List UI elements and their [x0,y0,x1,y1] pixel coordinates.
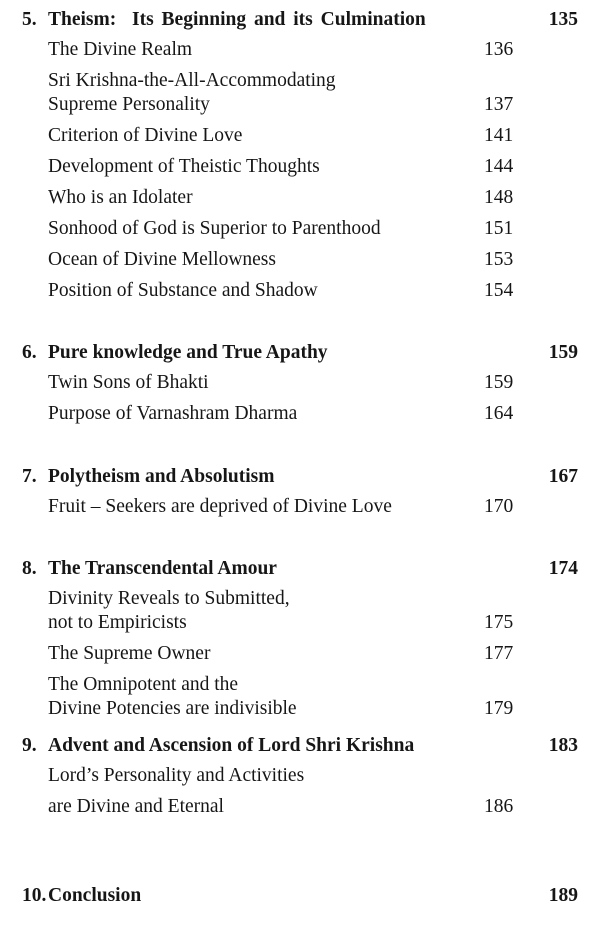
chapter-title: Theism: Its Beginning and its Culmination [48,9,426,30]
chapter-title: Polytheism and Absolutism [48,466,275,487]
chapter-heading [0,731,600,761]
entry-page-number: 175 [484,612,514,633]
entry-title-line: Criterion of Divine Love [48,125,243,146]
chapter-heading [0,462,600,492]
chapter-9 [0,731,600,823]
entry-page-number: 164 [484,403,514,424]
chapter-10 [0,881,600,911]
entry-page-number: 151 [484,218,514,239]
chapter-page-number: 174 [548,558,578,579]
entry-page-number: 177 [484,643,514,664]
entry-title-line: Twin Sons of Bhakti [48,372,209,393]
toc-entry [0,761,600,823]
chapter-number: 5. [22,9,37,30]
entry-page-number: 141 [484,125,514,146]
chapter-heading [0,5,600,35]
toc-entry [0,35,600,66]
entry-page-number: 159 [484,372,514,393]
entry-page-number: 136 [484,39,514,60]
entry-title-line: Sonhood of God is Superior to Parenthood [48,218,381,239]
entry-title-line: The Supreme Owner [48,643,211,664]
entry-page-number: 153 [484,249,514,270]
entry-title-line: Position of Substance and Shadow [48,280,318,301]
toc-entry [0,152,600,183]
chapter-page-number: 159 [548,342,578,363]
toc-entry [0,368,600,399]
toc-entry [0,670,600,725]
toc-entry [0,183,600,214]
entry-page-number: 170 [484,496,514,517]
chapter-title: The Transcendental Amour [48,558,277,579]
toc-entry [0,245,600,276]
chapter-heading [0,554,600,584]
chapter-title: Conclusion [48,885,142,906]
entry-title-line: Development of Theistic Thoughts [48,156,320,177]
toc-entry [0,121,600,152]
chapter-5 [0,5,600,307]
entry-page-number: 154 [484,280,514,301]
chapter-7 [0,462,600,523]
chapter-page-number: 183 [548,735,578,756]
chapter-heading [0,881,600,911]
chapter-page-number: 167 [548,466,578,487]
toc-entry [0,639,600,670]
chapter-number: 7. [22,466,37,487]
entry-title-line: not to Empiricists [48,612,187,633]
entry-title-line: Sri Krishna-the-All-Accommodating [48,70,336,91]
entry-title-line: Purpose of Varnashram Dharma [48,403,298,424]
entry-page-number: 148 [484,187,514,208]
entry-title-line: are Divine and Eternal [48,796,224,817]
entry-title-line: Divinity Reveals to Submitted, [48,588,290,609]
entry-title-line: Supreme Personality [48,94,210,115]
entry-title-line: Ocean of Divine Mellowness [48,249,276,270]
entry-title-line: The Omnipotent and the [48,674,239,695]
entry-page-number: 186 [484,796,514,817]
toc-entry [0,584,600,639]
chapter-page-number: 189 [548,885,578,906]
toc-entry [0,214,600,245]
chapter-heading [0,338,600,368]
chapter-title: Pure knowledge and True Apathy [48,342,328,363]
entry-page-number: 144 [484,156,514,177]
entry-page-number: 137 [484,94,514,115]
toc-entry [0,399,600,430]
entry-title-line: Lord’s Personality and Activities [48,765,305,786]
chapter-number: 8. [22,558,37,579]
chapter-8 [0,554,600,725]
chapter-number: 10. [22,885,47,906]
toc-entry [0,492,600,523]
toc-entry [0,276,600,307]
toc-entry [0,66,600,121]
chapter-page-number: 135 [548,9,578,30]
chapter-number: 9. [22,735,37,756]
chapter-number: 6. [22,342,37,363]
chapter-title: Advent and Ascension of Lord Shri Krishna [48,735,415,756]
chapter-6 [0,338,600,430]
entry-title-line: Divine Potencies are indivisible [48,698,297,719]
entry-page-number: 179 [484,698,514,719]
entry-title-line: Fruit – Seekers are deprived of Divine Love [48,496,392,517]
entry-title-line: Who is an Idolater [48,187,193,208]
entry-title-line: The Divine Realm [48,39,193,60]
